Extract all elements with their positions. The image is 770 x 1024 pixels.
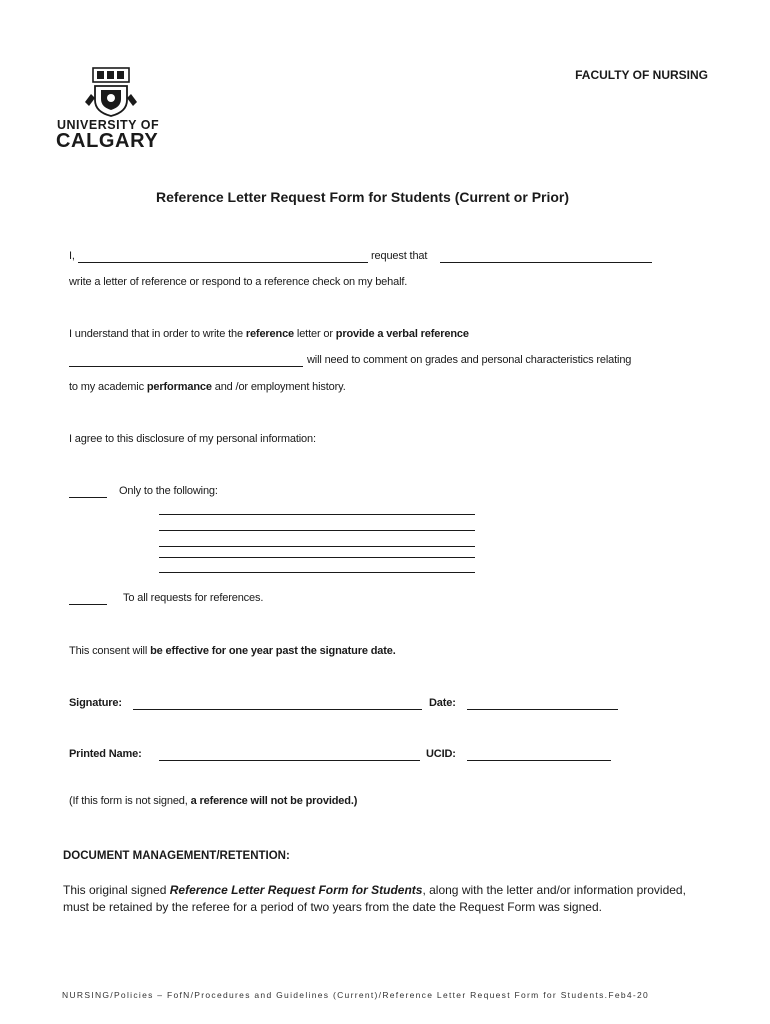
request-continuation: write a letter of reference or respond to a reference check on my behalf. <box>69 276 408 288</box>
following-entry-line-3[interactable] <box>159 546 475 547</box>
following-entry-line-5[interactable] <box>159 572 475 573</box>
university-name-line2: CALGARY <box>56 130 159 152</box>
all-requests-checkbox-line[interactable] <box>69 604 107 605</box>
retention-heading: DOCUMENT MANAGEMENT/RETENTION: <box>63 850 290 862</box>
request-prefix: I, <box>69 250 75 262</box>
faculty-label: FACULTY OF NURSING <box>575 68 708 82</box>
date-label: Date: <box>429 697 456 709</box>
document-path-footer: NURSING/Policies – FofN/Procedures and Guidelines (Current)/Reference Letter Request Form for Students.Feb4-20 <box>62 990 650 1000</box>
form-title: Reference Letter Request Form for Students (Current or Prior) <box>155 189 570 205</box>
only-following-checkbox-line[interactable] <box>69 497 107 498</box>
understand-line1: I understand that in order to write the reference letter or provide a verbal reference <box>69 328 469 340</box>
only-following-label: Only to the following: <box>119 485 218 497</box>
signature-field[interactable] <box>133 709 422 710</box>
all-requests-label: To all requests for references. <box>123 592 264 604</box>
printed-name-label: Printed Name: <box>69 748 142 760</box>
ucid-label: UCID: <box>426 748 456 760</box>
referee-name-field[interactable] <box>440 262 652 263</box>
following-entry-line-4[interactable] <box>159 557 475 558</box>
consent-statement: This consent will be effective for one year past the signature date. <box>69 645 396 657</box>
request-middle: request that <box>371 250 428 262</box>
understand-line2: will need to comment on grades and personal characteristics relating <box>307 354 632 366</box>
following-entry-line-2[interactable] <box>159 530 475 531</box>
retention-paragraph: This original signed Reference Letter Request Form for Students, along with the letter and/or information provided, must be retained by the referee for a period of two years from the date the Request Form was signed. <box>63 883 686 914</box>
university-name-line1: UNIVERSITY OF <box>57 118 160 132</box>
agree-statement: I agree to this disclosure of my personal information: <box>69 433 316 445</box>
following-entry-line-1[interactable] <box>159 514 475 515</box>
understand-line3: to my academic performance and /or employment history. <box>69 381 346 393</box>
referee-name-field-2[interactable] <box>69 366 303 367</box>
not-signed-note: (If this form is not signed, a reference will not be provided.) <box>69 795 358 807</box>
ucid-field[interactable] <box>467 760 611 761</box>
date-field[interactable] <box>467 709 618 710</box>
student-name-field[interactable] <box>78 262 368 263</box>
printed-name-field[interactable] <box>159 760 420 761</box>
signature-label: Signature: <box>69 697 122 709</box>
